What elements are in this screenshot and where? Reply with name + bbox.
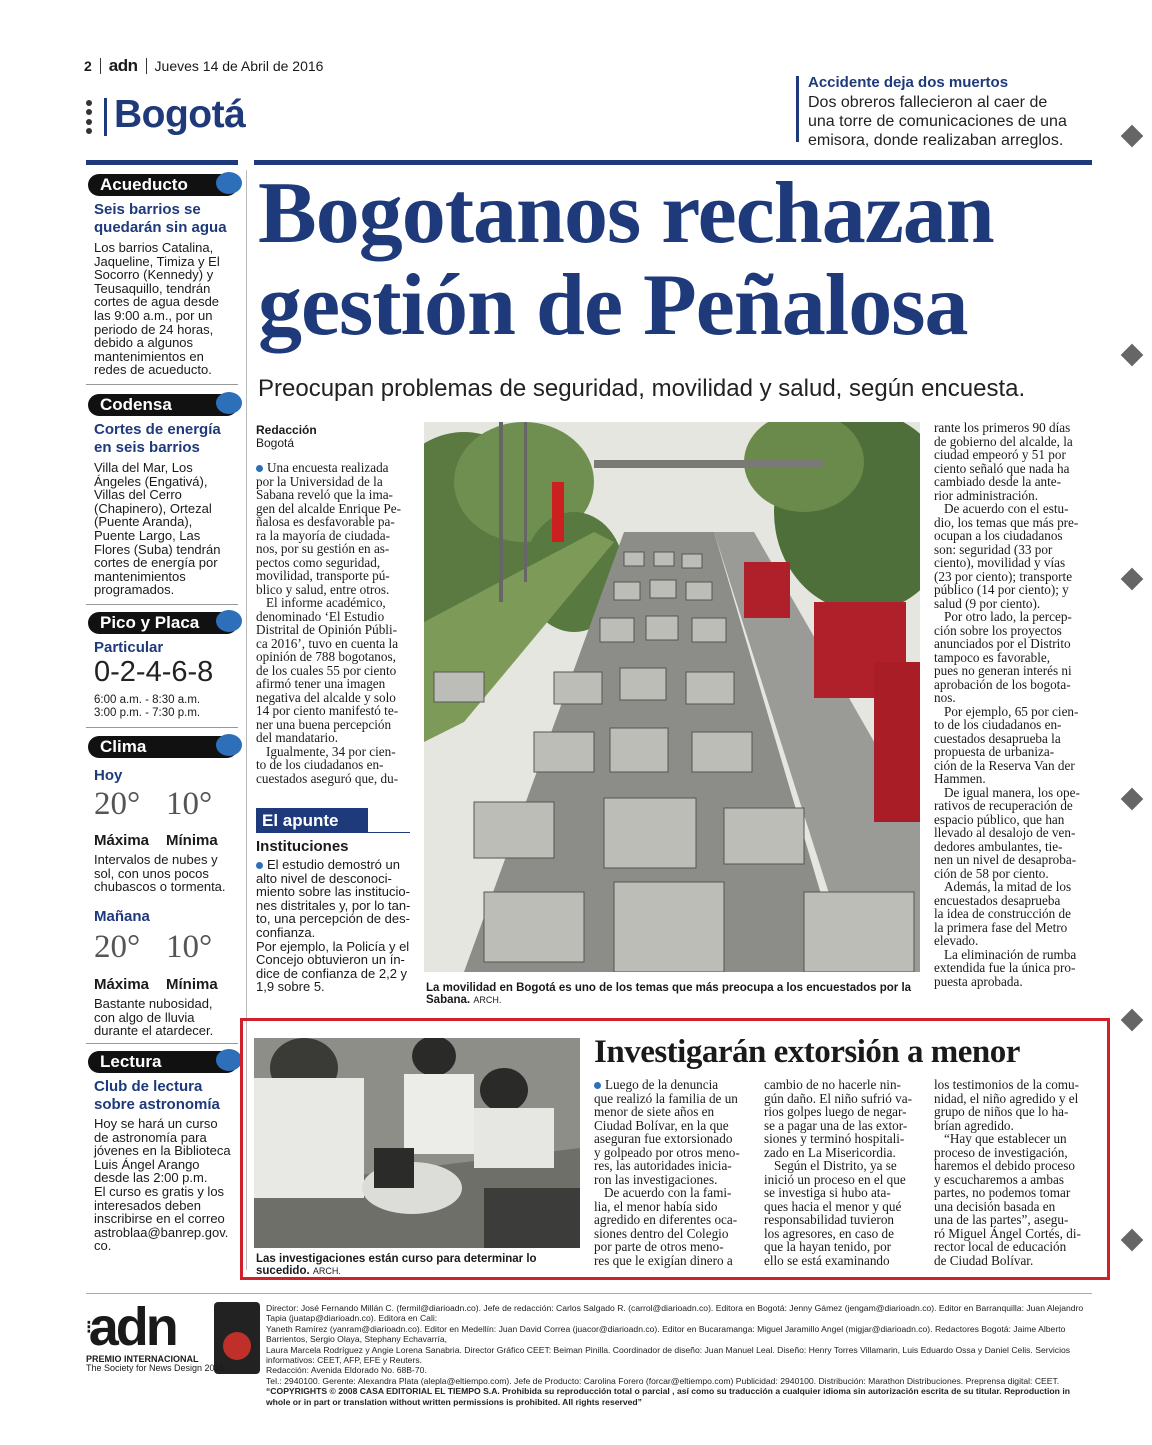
- diamond-marker-icon: [1121, 788, 1144, 811]
- clima-min-label: Mínima: [166, 976, 218, 993]
- footer-premio: PREMIO INTERNACIONAL: [86, 1354, 199, 1364]
- teaser-line: emisora, donde realizaban arreglos.: [808, 132, 1064, 149]
- speech-bubble-icon: [216, 392, 242, 414]
- second-body-col2: cambio de no hacerle nin- gún daño. El niño sufrió va- rios golpes luego de negar- se a pagar una de las extor- siones y terminó hospitali- zado en La Misericordia. Según el Distrito, ya se inició un proceso en el que se investiga si hubo ata- ques hacia el menor y qué responsabilidad tuvieron los agresores, en caso de que la hayan tenido, por ello se está examinando: [764, 1077, 912, 1268]
- sidebar-label-acueducto: Acueducto: [88, 174, 238, 196]
- photo-credit: ARCH.: [312, 1266, 341, 1276]
- photo-credit: ARCH.: [473, 995, 502, 1005]
- sidebar-label-clima: Clima: [88, 736, 238, 758]
- diamond-marker-icon: [1121, 344, 1144, 367]
- clima-today-min: 10°: [166, 786, 213, 822]
- lead-body-col1: Una encuesta realizada por la Universidad de la Sabana reveló que la ima- gen del alcalde Enrique Pe- ñalosa es desfavorable pa- ra la mayoría de ciudada- nos, por su gestión en as- pectos como seguridad, movilidad, transporte pú- blico y salud, entre otros. El informe académico, denominado ‘El Estudio Distrital de Opinión Públi- ca 2016’, tuvo en cuenta la opinión de 788 bogotanos, de los cuales 55 por ciento afirmó tener una imagen negativa del alcalde y solo 14 por ciento manifestó te- ner una buena percepción del mandatario. Igualmente, 34 por cien- to de los ciudadanos en- cuestados aseguró que, du-: [256, 460, 401, 786]
- apunte-heading: Instituciones: [256, 838, 349, 855]
- pico-placa-time: 6:00 a.m. - 8:30 a.m.: [94, 694, 201, 706]
- speech-bubble-icon: [216, 734, 242, 756]
- teaser-heading[interactable]: Accidente deja dos muertos: [808, 74, 1009, 91]
- clima-tomorrow-max: 20°: [94, 929, 141, 965]
- diamond-marker-icon: [1121, 568, 1144, 591]
- photo-caption: La movilidad en Bogotá es uno de los temas que más preocupa a los encuestados por la Sabana. ARCH.: [426, 982, 912, 1006]
- second-body-col3: los testimonios de la comu- nidad, el niño agredido y el grupo de niños que lo ha- brían agredido. “Hay que establecer un proceso de investigación, haremos el debido proceso y escucharemos a ambas partes, no podemos tomar una decisión basada en una de las partes”, asegu- ró Miguel Ángel Cortés, di- rector local de educación de Ciudad Bolívar.: [934, 1077, 1081, 1268]
- brand-logo[interactable]: adn: [108, 56, 138, 75]
- issue-date: Jueves 14 de Abril de 2016: [154, 58, 324, 74]
- sidebar-text-lectura: Hoy se hará un curso de astronomía para jóvenes en la Biblioteca Luis Ángel Arango desde las 2:00 p.m. El curso es gratis y los interesados deben inscribirse en el correo astroblaa@banrep.gov. co.: [94, 1116, 231, 1254]
- footer-credits: Director: José Fernando Millán C. (fermil@diarioadn.co). Jefe de redacción: Carlos Salgado R. (carrol@diarioadn.co). Editora en Bogotá: Jenny Gámez (jengam@diarioadn.co). Editor en Barranquilla: Juan Alejandro Tapia (juatap@diarioadn.co). Editora en Cali: Yaneth Ramírez (yanram@diarioadn.co). Editor en Medellín: Juan David Correa (juacor@diarioadn.co). Editor en Bucaramanga: Miguel Jaramillo Angel (migjar@diarioadn.co). Redactores Bogotá: Jaime Alberto Barrientos, Sergio Olaya, Stephany Echavarría, Laura Marcela Rodríguez y Angie Lorena Sanabria. Director Gráfico CEET: Beiman Pinilla. Coordinador de diseño: Juan Manuel Leal. Diseño: Henry Torres Villamarin, Luis Eduardo Ossa y Daniel Celis. Servicios informativos: CEET, AFP, EFE y Reuters. Redacción: Avenida Eldorado No. 68B-70. Tel.: 2940100. Gerente: Alexandra Plata (alepla@eltiempo.com). Jefe de Producto: Carolina Forero (forcar@eltiempo.com) Publicidad: 2940100. Distribución: Marathon Distribuciones. Preprensa digital: CEET. “COPYRIGHTS © 2008 CASA EDITORIAL EL TIEMPO S.A. Prohibida su reproducción total o parcial , así como su traducción a cualquier idioma sin autorización escrita de su titular. Reproduction in whole or in part or translation without written permissions is prohibited. All rights reserved”: [266, 1303, 1084, 1407]
- byline-name: Redacción: [256, 423, 317, 437]
- clima-today-label: Hoy: [94, 767, 123, 784]
- apunte-text: El estudio demostró un alto nivel de desconoci- miento sobre las institucio- nes distritales y, por lo tan- to, una percepción de des- confianza. Por ejemplo, la Policía y el Concejo obtuvieron un ín- dice de confianza de 2,2 y 1,9 sobre 5.: [256, 857, 411, 995]
- diamond-marker-icon: [1121, 1009, 1144, 1032]
- diamond-marker-icon: [1121, 1229, 1144, 1252]
- sidebar-text-acueducto: Los barrios Catalina, Jaqueline, Timiza y El Socorro (Kennedy) y Teusaquillo, tendrán cortes de agua desde las 9:00 a.m., por un periodo de 24 horas, debido a algunos mantenimientos en redes de acueducto.: [94, 240, 220, 378]
- sidebar-label-codensa: Codensa: [88, 394, 238, 416]
- photo-caption: Las investigaciones están curso para determinar lo sucedido. ARCH.: [256, 1253, 537, 1277]
- speech-bubble-icon: [216, 610, 242, 632]
- teaser-line: Dos obreros fallecieron al caer de: [808, 94, 1048, 111]
- sidebar-label-pico-placa: Pico y Placa: [88, 612, 238, 634]
- sidebar-rule: [86, 727, 238, 728]
- pico-placa-time: 3:00 p.m. - 7:30 p.m.: [94, 707, 201, 719]
- children-photo[interactable]: [254, 1038, 580, 1248]
- sidebar-rule: [86, 1043, 238, 1044]
- clima-min-label: Mínima: [166, 832, 218, 849]
- clima-tomorrow-min: 10°: [166, 929, 213, 965]
- clima-max-label: Máxima: [94, 832, 150, 849]
- speech-bubble-icon: [216, 1049, 242, 1071]
- teaser-body: [808, 93, 1096, 150]
- byline-place: Bogotá: [256, 436, 295, 450]
- bullet-icon: [256, 465, 263, 472]
- footer-snd: The Society for News Design 2015: [86, 1363, 225, 1373]
- page-number: 2: [84, 58, 92, 74]
- speech-bubble-icon: [216, 172, 242, 194]
- diamond-marker-icon: [1121, 125, 1144, 148]
- clima-today-text: Intervalos de nubes y sol, con unos pocos chubascos o tormenta.: [94, 852, 226, 895]
- footer-rule: [86, 1293, 1092, 1294]
- folio-divider: [100, 58, 101, 74]
- clima-max-label: Máxima: [94, 976, 150, 993]
- lead-body-col3: rante los primeros 90 días de gobierno del alcalde, la ciudad empeoró y 51 por ciento señaló que nada ha cambiado desde la ante- rior administración. De acuerdo con el estu- dio, los temas que más pre- ocupan a los ciudadanos son: seguridad (33 por ciento), movilidad y vías (23 por ciento); transporte público (14 por ciento); y salud (9 por ciento). Por otro lado, la percep- ción sobre los proyectos anunciados por el Distrito tampoco es favorable, pues no generan interés ni aprobación de los bogota- nos. Por ejemplo, 65 por cien- to de los ciudadanos en- cuestados desaprueba la propuesta de urbaniza- ción de la Reserva Van der Hammen. De igual manera, los ope- rativos de recuperación de espacio público, que han llevado al desalojo de ven- dedores ambulantes, tie- nen un nivel de desaproba- ción de 58 por ciento. Además, la mitad de los encuestados desaprueba la idea de construcción de la primera fase del Metro elevado. La eliminación de rumba extendida fue la única pro- puesta aprobada.: [934, 420, 1080, 989]
- sidebar-heading-lectura: Club de lectura sobre astronomía: [94, 1078, 220, 1113]
- section-bar: [104, 98, 107, 136]
- second-headline[interactable]: Investigarán extorsión a menor: [594, 1034, 1020, 1070]
- folio-divider: [146, 58, 147, 74]
- sidebar-heading-codensa: Cortes de energía en seis barrios: [94, 421, 221, 456]
- sidebar-rule: [86, 604, 238, 605]
- footer-logo[interactable]: ⁝adn: [86, 1297, 176, 1357]
- teaser-bar: [796, 76, 799, 142]
- clima-tomorrow-label: Mañana: [94, 908, 150, 925]
- bullet-icon: [256, 862, 263, 869]
- lead-subhead: Preocupan problemas de seguridad, movilidad y salud, según encuesta.: [258, 375, 1026, 402]
- pico-placa-digits: 0-2-4-6-8: [94, 656, 214, 688]
- clima-tomorrow-text: Bastante nubosidad, con algo de lluvia durante el atardecer.: [94, 996, 214, 1039]
- sidebar-label-lectura: Lectura: [88, 1051, 238, 1073]
- lead-headline[interactable]: Bogotanos rechazan gestión de Peñalosa: [258, 165, 994, 354]
- apunte-rule: [256, 832, 410, 833]
- sidebar-heading-acueducto: Seis barrios se quedarán sin agua: [94, 201, 227, 236]
- clima-today-max: 20°: [94, 786, 141, 822]
- sidebar-rule: [86, 384, 238, 385]
- apunte-label: El apunte: [256, 808, 368, 833]
- traffic-photo[interactable]: [424, 422, 920, 972]
- sidebar-top-rule: [86, 160, 238, 165]
- second-body-col1: Luego de la denuncia que realizó la familia de un menor de siete años en Ciudad Bolívar, en la que aseguran fue extorsionado y golpeado por otros meno- res, las autoridades inicia- ron las investigaciones. De acuerdo con la fami- lia, el menor había sido agredido en diferentes oca- siones dentro del Colegio por parte de otros meno- res que le exigían dinero a: [594, 1077, 740, 1268]
- section-dots-icon: [86, 100, 94, 134]
- pico-placa-heading: Particular: [94, 639, 164, 656]
- bullet-icon: [594, 1082, 601, 1089]
- teaser-line: una torre de comunicaciones de una: [808, 113, 1067, 130]
- sidebar-text-codensa: Villa del Mar, Los Ángeles (Engativá), Villas del Cerro (Chapinero), Ortezal (Puente Aranda), Puente Largo, Las Flores (Suba) tendrán cortes de energía por mantenimientos programados.: [94, 460, 221, 598]
- teaser[interactable]: [796, 74, 1096, 150]
- section-title: Bogotá: [114, 93, 246, 136]
- folio: [84, 55, 424, 77]
